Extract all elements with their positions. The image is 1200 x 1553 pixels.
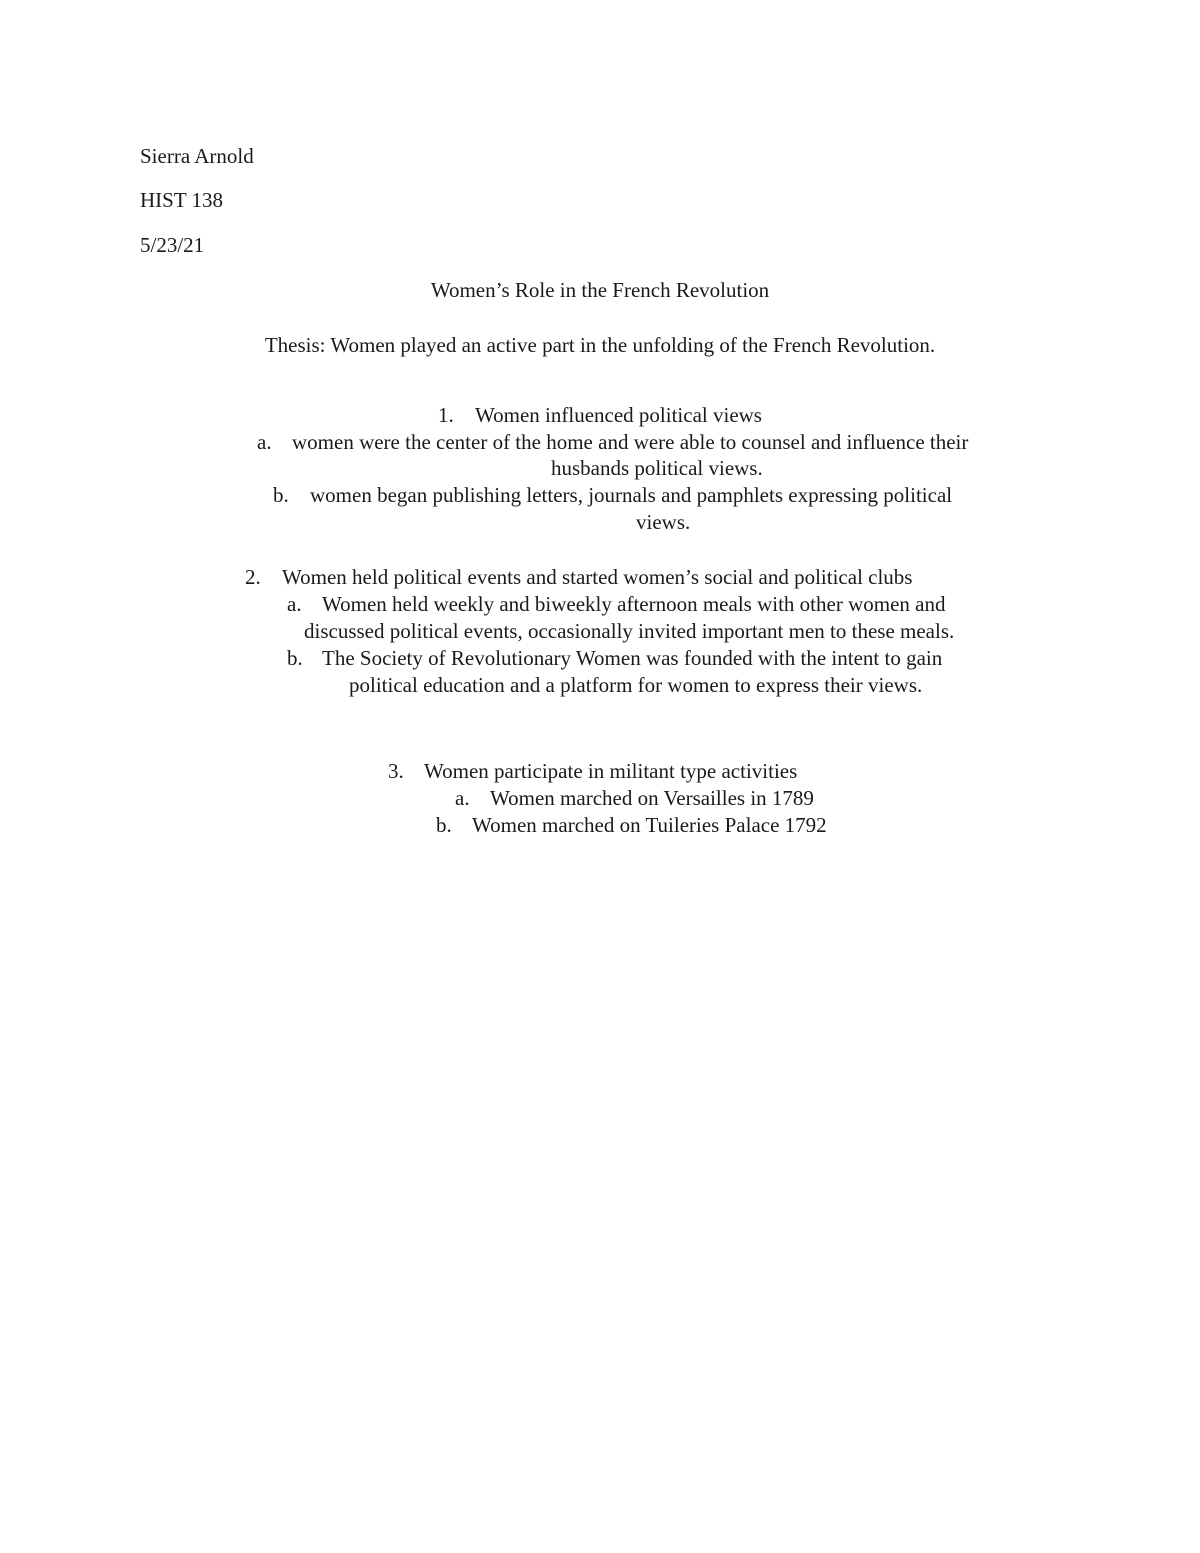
- outline-item-1a-letter: a.: [257, 430, 272, 454]
- outline-item-2a-line-2: discussed political events, occasionally invited important men to these meals.: [304, 619, 955, 643]
- outline-number-2: 2.: [245, 565, 261, 589]
- thesis-statement: Thesis: Women played an active part in the unfolding of the French Revolution.: [264, 333, 936, 357]
- outline-item-2-heading: Women held political events and started women’s social and political clubs: [282, 565, 913, 589]
- outline-item-3a-letter: a.: [455, 786, 470, 810]
- outline-item-2a-letter: a.: [287, 592, 302, 616]
- outline-item-2a-line-1: Women held weekly and biweekly afternoon meals with other women and: [322, 592, 946, 616]
- author-name: Sierra Arnold: [140, 144, 254, 168]
- outline-item-2b-line-1: The Society of Revolutionary Women was founded with the intent to gain: [322, 646, 943, 670]
- outline-item-1a-line-2: husbands political views.: [551, 456, 763, 480]
- outline-item-2b-letter: b.: [287, 646, 303, 670]
- course-code: HIST 138: [140, 188, 224, 212]
- outline-item-1a-line-1: women were the center of the home and were able to counsel and influence their: [292, 430, 969, 454]
- outline-item-1b-letter: b.: [273, 483, 289, 507]
- outline-item-3a-line-1: Women marched on Versailles in 1789: [490, 786, 814, 810]
- outline-number-3: 3.: [388, 759, 404, 783]
- document-title: Women’s Role in the French Revolution: [430, 278, 770, 302]
- outline-number-1: 1.: [438, 403, 454, 427]
- outline-item-3b-letter: b.: [436, 813, 452, 837]
- outline-item-1-heading: Women influenced political views: [475, 403, 762, 427]
- outline-item-3b-line-1: Women marched on Tuileries Palace 1792: [472, 813, 827, 837]
- outline-item-1b-line-1: women began publishing letters, journals and pamphlets expressing political: [310, 483, 953, 507]
- date: 5/23/21: [140, 233, 205, 257]
- outline-item-3-heading: Women participate in militant type activities: [424, 759, 798, 783]
- outline-item-1b-line-2: views.: [636, 510, 691, 534]
- outline-item-2b-line-2: political education and a platform for women to express their views.: [349, 673, 923, 697]
